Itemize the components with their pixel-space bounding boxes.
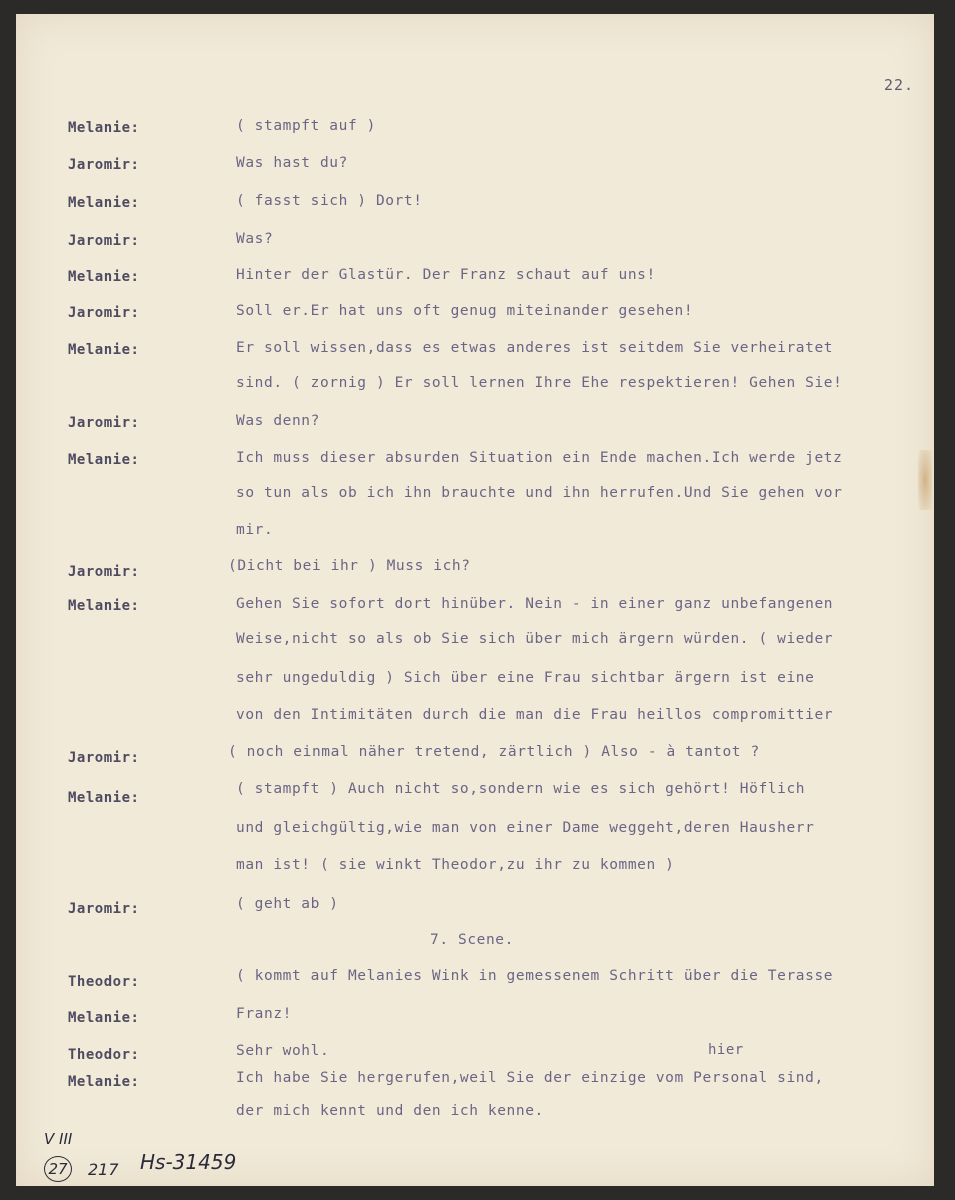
speaker-label: Melanie: xyxy=(68,1010,140,1026)
handwritten-roman-numeral: V III xyxy=(44,1130,73,1148)
dialogue-line: Was denn? xyxy=(236,413,320,429)
dialogue-line: Soll er.Er hat uns oft genug miteinander gesehen! xyxy=(236,303,694,319)
speaker-label: Jaromir: xyxy=(68,564,140,580)
dialogue-line: Ich muss dieser absurden Situation ein Ende machen.Ich werde jetz xyxy=(236,450,843,466)
dialogue-line: sind. ( zornig ) Er soll lernen Ihre Ehe respektieren! Gehen Sie! xyxy=(236,375,843,391)
dialogue-line: Hinter der Glastür. Der Franz schaut auf uns! xyxy=(236,267,656,283)
dialogue-line: Sehr wohl. xyxy=(236,1043,330,1059)
speaker-label: Jaromir: xyxy=(68,415,140,431)
speaker-label: Jaromir: xyxy=(68,901,140,917)
speaker-label: Melanie: xyxy=(68,269,140,285)
speaker-label: Melanie: xyxy=(68,1074,140,1090)
dialogue-line: ( noch einmal näher tretend, zärtlich ) Also - à tantot ? xyxy=(228,744,760,760)
interlinear-insertion: hier xyxy=(708,1042,744,1058)
speaker-label: Melanie: xyxy=(68,195,140,211)
dialogue-line: Gehen Sie sofort dort hinüber. Nein - in einer ganz unbefangenen xyxy=(236,596,834,612)
dialogue-line: ( fasst sich ) Dort! xyxy=(236,193,423,209)
speaker-label: Jaromir: xyxy=(68,157,140,173)
paper-stain xyxy=(918,450,932,510)
speaker-label: Melanie: xyxy=(68,120,140,136)
dialogue-line: sehr ungeduldig ) Sich über eine Frau sichtbar ärgern ist eine xyxy=(236,670,815,686)
dialogue-line: (Dicht bei ihr ) Muss ich? xyxy=(228,558,471,574)
dialogue-line: Was? xyxy=(236,231,274,247)
dialogue-line: ( stampft auf ) xyxy=(236,118,376,134)
handwritten-folio-number: 217 xyxy=(88,1160,119,1179)
dialogue-line: von den Intimitäten durch die man die Frau heillos compromittier xyxy=(236,707,834,723)
dialogue-line: so tun als ob ich ihn brauchte und ihn herrufen.Und Sie gehen vor xyxy=(236,485,843,501)
dialogue-line: Weise,nicht so als ob Sie sich über mich ärgern würden. ( wieder xyxy=(236,631,834,647)
speaker-label: Theodor: xyxy=(68,974,140,990)
speaker-label: Theodor: xyxy=(68,1047,140,1063)
handwritten-shelfmark: Hs-31459 xyxy=(140,1150,237,1174)
speaker-label: Melanie: xyxy=(68,452,140,468)
dialogue-line: ( stampft ) Auch nicht so,sondern wie es sich gehört! Höflich xyxy=(236,781,806,797)
dialogue-line: man ist! ( sie winkt Theodor,zu ihr zu kommen ) xyxy=(236,857,675,873)
dialogue-line: ( geht ab ) xyxy=(236,896,339,912)
dialogue-line: mir. xyxy=(236,522,274,538)
speaker-label: Jaromir: xyxy=(68,750,140,766)
dialogue-line: ( kommt auf Melanies Wink in gemessenem Schritt über die Terasse xyxy=(236,968,834,984)
speaker-label: Melanie: xyxy=(68,342,140,358)
dialogue-line: Ich habe Sie hergerufen,weil Sie der einzige vom Personal sind, xyxy=(236,1070,824,1086)
dialogue-line: der mich kennt und den ich kenne. xyxy=(236,1103,544,1119)
dialogue-line: Er soll wissen,dass es etwas anderes ist seitdem Sie verheiratet xyxy=(236,340,834,356)
speaker-label: Jaromir: xyxy=(68,233,140,249)
dialogue-line: und gleichgültig,wie man von einer Dame weggeht,deren Hausherr xyxy=(236,820,815,836)
handwritten-circled-number: 27 xyxy=(44,1156,72,1182)
speaker-label: Jaromir: xyxy=(68,305,140,321)
speaker-label: Melanie: xyxy=(68,598,140,614)
dialogue-line: Franz! xyxy=(236,1006,292,1022)
speaker-label: Melanie: xyxy=(68,790,140,806)
page-number: 22. xyxy=(884,76,915,94)
dialogue-line: Was hast du? xyxy=(236,155,348,171)
scene-heading: 7. Scene. xyxy=(430,932,514,948)
